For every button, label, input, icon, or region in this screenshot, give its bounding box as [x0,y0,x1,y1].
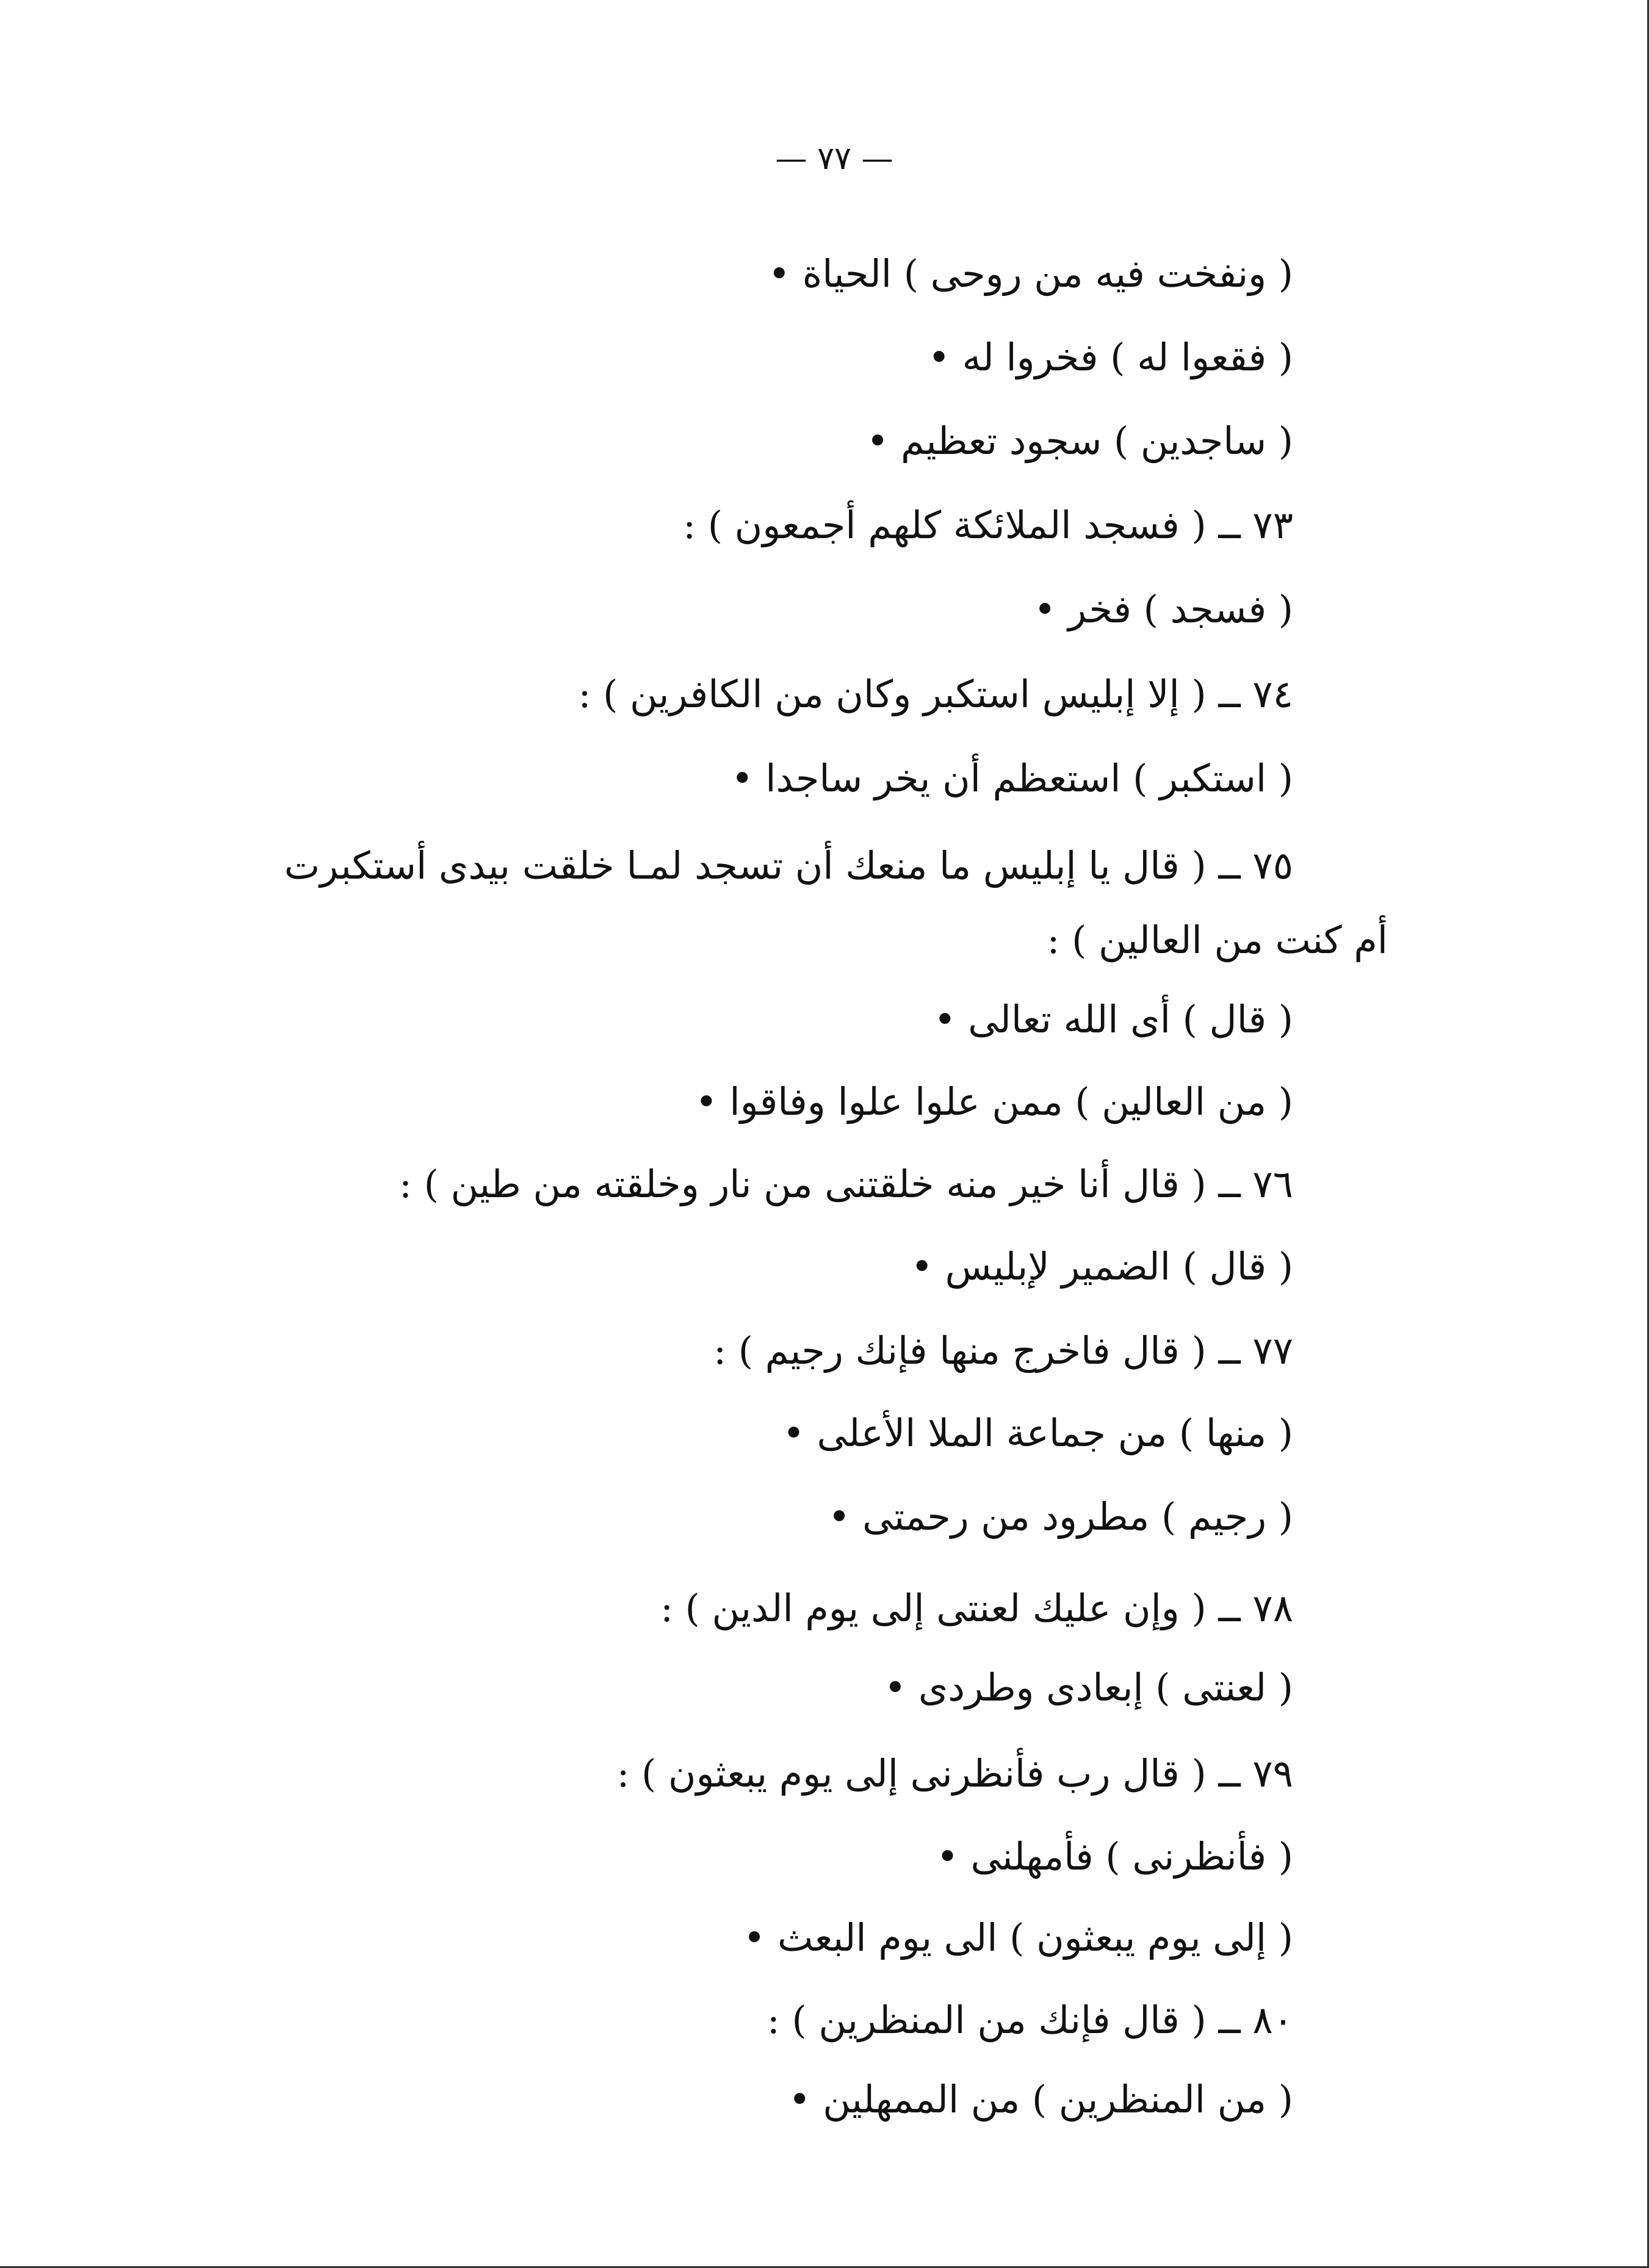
verse-line: ٧٥ ــ ( قال يا إبليس ما منعك أن تسجد لمـا خلقت بيدى أستكبرت [284,843,1293,888]
text-line: ( قال ) الضمير لإبليس • [911,1244,1293,1289]
text-line: ( إلى يوم يبعثون ) الى يوم البعث • [743,1915,1293,1960]
verse-line: ٨٠ ــ ( قال فإنك من المنظرين ) : [767,1998,1293,2042]
text-line: ( قال ) أى الله تعالى • [933,997,1293,1042]
verse-line: ٧٣ ــ ( فسجد الملائكة كلهم أجمعون ) : [683,503,1293,547]
verse-line: ٧٧ ــ ( قال فاخرج منها فإنك رجيم ) : [713,1328,1293,1373]
verse-continuation-line: أم كنت من العالين ) : [1047,918,1388,962]
text-line: ( منها ) من جماعة الملا الأعلى • [782,1411,1293,1455]
page-number: — ٧٧ — [775,140,893,177]
verse-line: ٧٦ ــ ( قال أنا خير منه خلقتنى من نار وخلقته من طين ) : [399,1162,1293,1206]
text-line: ( من المنظرين ) من الممهلين • [788,2077,1293,2122]
text-line: ( من العالين ) ممن علوا علوا وفاقوا • [695,1079,1293,1124]
text-line: ( فأنظرنى ) فأمهلنى • [936,1834,1293,1879]
text-line: ( ونفخت فيه من روحى ) الحياة • [768,251,1293,296]
text-line: ( ساجدين ) سجود تعظيم • [866,419,1293,463]
verse-line: ٧٨ ــ ( وإن عليك لعنتى إلى يوم الدين ) : [660,1586,1293,1630]
text-line: ( فسجد ) فخر • [1033,587,1293,632]
text-line: ( لعنتى ) إبعادى وطردى • [884,1665,1293,1710]
verse-line: ٧٤ ــ ( إلا إبليس استكبر وكان من الكافرين ) : [578,672,1293,716]
text-line: ( استكبر ) استعظم أن يخر ساجدا • [731,756,1293,801]
verse-line: ٧٩ ــ ( قال رب فأنظرنى إلى يوم يبعثون ) : [616,1751,1293,1796]
text-line: ( فقعوا له ) فخروا له • [928,335,1293,380]
text-line: ( رجيم ) مطرود من رحمتى • [828,1494,1293,1539]
